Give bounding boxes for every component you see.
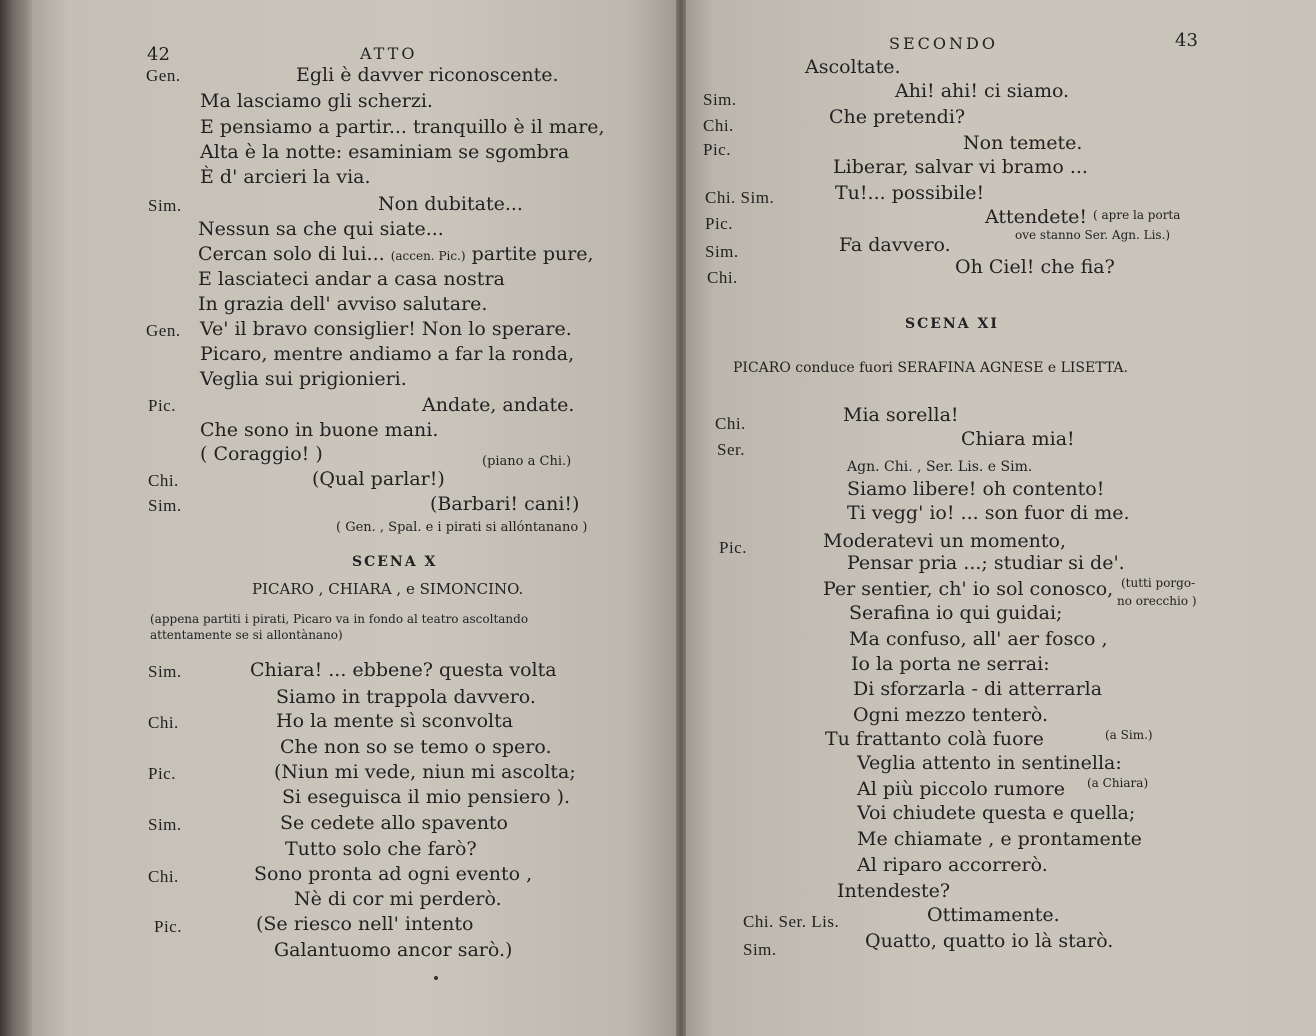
verse-line: Che sono in buone mani. bbox=[200, 419, 439, 441]
verse-line: Ottimamente. bbox=[927, 904, 1060, 926]
verse-line: Egli è davver riconoscente. bbox=[296, 64, 559, 86]
verse-line: Chiara! ... ebbene? questa volta bbox=[250, 659, 557, 681]
stage-note: (a Chiara) bbox=[1087, 776, 1149, 790]
speaker: Sim. bbox=[743, 940, 777, 959]
verse-line: Pensar pria ...; studiar si de'. bbox=[847, 552, 1125, 574]
verse-line: (Niun mi vede, niun mi ascolta; bbox=[274, 761, 576, 783]
verse-line: Al più piccolo rumore bbox=[857, 778, 1065, 800]
speaker: Sim. bbox=[148, 196, 182, 215]
speaker: Sim. bbox=[148, 496, 182, 515]
scene-direction: attentamente se si allontànano) bbox=[150, 628, 343, 642]
book-spine bbox=[676, 0, 686, 1036]
verse-line: Di sforzarla - di atterrarla bbox=[853, 678, 1103, 700]
verse-line: Alta è la notte: esaminiam se sgombra bbox=[200, 141, 570, 163]
left-page bbox=[30, 0, 680, 1036]
speaker: Ser. bbox=[717, 440, 745, 459]
speaker: Chi. bbox=[707, 268, 738, 287]
verse-line: Ahi! ahi! ci siamo. bbox=[895, 80, 1070, 102]
running-head: SECONDO bbox=[889, 34, 998, 53]
verse-line: Veglia attento in sentinella: bbox=[857, 752, 1122, 774]
verse-line: È d' arcieri la via. bbox=[200, 166, 371, 188]
scene-title: SCENA XI bbox=[905, 316, 999, 332]
speaker: Gen. bbox=[146, 66, 181, 85]
verse-line: Moderatevi un momento, bbox=[823, 530, 1067, 552]
verse-line: ( Coraggio! ) bbox=[200, 443, 323, 465]
verse-line: Sono pronta ad ogni evento , bbox=[254, 863, 533, 885]
speaker: Chi. Sim. bbox=[705, 188, 775, 207]
verse-text: Cercan solo di lui... bbox=[198, 243, 385, 265]
speaker: Pic. bbox=[148, 764, 176, 783]
verse-line: Nessun sa che qui siate... bbox=[198, 218, 444, 240]
verse-line: E lasciateci andar a casa nostra bbox=[198, 268, 505, 290]
speaker: Sim. bbox=[148, 662, 182, 681]
verse-line: Se cedete allo spavento bbox=[280, 812, 508, 834]
verse-text: partite pure, bbox=[471, 243, 594, 265]
verse-line: Veglia sui prigionieri. bbox=[200, 368, 407, 390]
verse-line: Tu frattanto colà fuore bbox=[825, 728, 1044, 750]
verse-line: Ascoltate. bbox=[805, 56, 901, 78]
speaker: Chi. bbox=[703, 116, 734, 135]
verse-line: Agn. Chi. , Ser. Lis. e Sim. bbox=[847, 459, 1033, 475]
speaker: Sim. bbox=[703, 90, 737, 109]
speaker: Pic. bbox=[705, 214, 733, 233]
verse-line: Ti vegg' io! ... son fuor di me. bbox=[847, 502, 1130, 524]
verse-line: Per sentier, ch' io sol conosco, bbox=[823, 578, 1114, 600]
verse-line: Ma lasciamo gli scherzi. bbox=[200, 90, 433, 112]
verse-line: Tutto solo che farò? bbox=[285, 838, 477, 860]
stage-note: (piano a Chi.) bbox=[482, 454, 572, 469]
verse-line: Fa davvero. bbox=[839, 234, 951, 256]
scene-title: SCENA X bbox=[352, 554, 438, 570]
verse-line: Me chiamate , e prontamente bbox=[857, 828, 1142, 850]
printer-ornament bbox=[434, 976, 438, 980]
verse-line: Picaro, mentre andiamo a far la ronda, bbox=[200, 343, 575, 365]
verse-line: Si eseguisca il mio pensiero ). bbox=[282, 786, 571, 808]
verse-line: Andate, andate. bbox=[422, 394, 575, 416]
verse-line: Al riparo accorrerò. bbox=[857, 854, 1048, 876]
running-head: ATTO bbox=[360, 44, 418, 63]
verse-line: Voi chiudete questa e quella; bbox=[857, 802, 1136, 824]
verse-line: Che pretendi? bbox=[829, 106, 966, 128]
speaker: Chi. bbox=[148, 713, 179, 732]
page-number: 43 bbox=[1175, 30, 1198, 51]
stage-note: (accen. Pic.) bbox=[390, 249, 466, 263]
verse-line: Ma confuso, all' aer fosco , bbox=[849, 628, 1108, 650]
scene-direction: (appena partiti i pirati, Picaro va in fondo al teatro ascoltando bbox=[150, 612, 529, 626]
verse-line: (Se riesco nell' intento bbox=[256, 913, 474, 935]
speaker: Pic. bbox=[148, 396, 176, 415]
verse-line: Siamo libere! oh contento! bbox=[847, 478, 1105, 500]
verse-line: Tu!... possibile! bbox=[835, 182, 985, 204]
verse-line: In grazia dell' avviso salutare. bbox=[198, 293, 488, 315]
speaker: Sim. bbox=[148, 815, 182, 834]
verse-line: Siamo in trappola davvero. bbox=[276, 686, 536, 708]
speaker: Sim. bbox=[705, 242, 739, 261]
exit-direction: ( Gen. , Spal. e i pirati si allóntanano ) bbox=[336, 520, 588, 535]
speaker: Chi. Ser. Lis. bbox=[743, 912, 840, 931]
verse-line: Galantuomo ancor sarò.) bbox=[274, 939, 513, 961]
verse-line bbox=[198, 243, 594, 267]
speaker: Chi. bbox=[715, 414, 746, 433]
verse-line: Ogni mezzo tenterò. bbox=[853, 704, 1049, 726]
verse-line: Ho la mente sì sconvolta bbox=[276, 710, 514, 732]
speaker: Chi. bbox=[148, 867, 179, 886]
verse-line: Intendeste? bbox=[837, 880, 951, 902]
stage-note: no orecchio ) bbox=[1117, 594, 1197, 608]
speaker: Chi. bbox=[148, 471, 179, 490]
verse-line: Chiara mia! bbox=[961, 428, 1075, 450]
verse-line: Che non so se temo o spero. bbox=[280, 736, 552, 758]
stage-note: ove stanno Ser. Agn. Lis.) bbox=[1015, 228, 1171, 242]
page-number: 42 bbox=[147, 44, 170, 65]
scene-cast: PICARO , CHIARA , e SIMONCINO. bbox=[252, 580, 524, 598]
verse-line: (Barbari! cani!) bbox=[430, 493, 580, 515]
verse-line: E pensiamo a partir... tranquillo è il mare, bbox=[200, 116, 605, 138]
verse-line: Oh Ciel! che fia? bbox=[955, 256, 1115, 278]
stage-note: ( apre la porta bbox=[1093, 208, 1181, 222]
verse-line: Non dubitate... bbox=[378, 193, 523, 215]
verse-line: Non temete. bbox=[963, 132, 1083, 154]
speaker: Gen. bbox=[146, 321, 181, 340]
verse-line: Quatto, quatto io là starò. bbox=[865, 930, 1114, 952]
speaker: Pic. bbox=[703, 140, 731, 159]
speaker: Pic. bbox=[154, 917, 182, 936]
verse-line: (Qual parlar!) bbox=[312, 468, 445, 490]
verse-line: Mia sorella! bbox=[843, 404, 959, 426]
stage-note: (a Sim.) bbox=[1105, 728, 1153, 742]
stage-note: (tutti porgo- bbox=[1121, 576, 1196, 590]
page-edges bbox=[0, 0, 32, 1036]
right-page bbox=[683, 0, 1316, 1036]
speaker: Pic. bbox=[719, 538, 747, 557]
verse-line: Io la porta ne serrai: bbox=[851, 653, 1050, 675]
scene-cast: PICARO conduce fuori SERAFINA AGNESE e LISETTA. bbox=[733, 360, 1128, 376]
verse-line: Serafina io qui guidai; bbox=[849, 602, 1063, 624]
verse-line: Attendete! bbox=[985, 206, 1088, 228]
verse-line: Liberar, salvar vi bramo ... bbox=[833, 156, 1088, 178]
verse-line: Nè di cor mi perderò. bbox=[294, 888, 502, 910]
verse-line: Ve' il bravo consiglier! Non lo sperare. bbox=[200, 318, 572, 340]
